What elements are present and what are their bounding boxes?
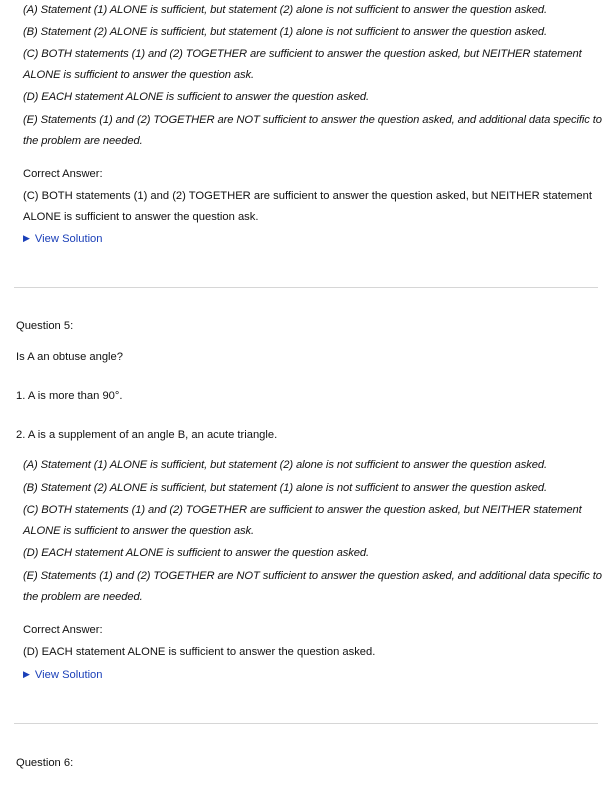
q4-option-c: (C) BOTH statements (1) and (2) TOGETHER are sufficient to answer the question asked, but NEITHER statement ALONE is sufficient to answer the question ask. <box>23 48 582 81</box>
q4-option-a: (A) Statement (1) ALONE is sufficient, but statement (2) alone is not sufficient to answer the question asked. <box>23 4 547 16</box>
triangle-right-icon: ▶ <box>23 233 30 243</box>
q5-view-solution-link[interactable] <box>23 667 103 683</box>
divider <box>14 287 598 288</box>
q5-correct-answer-text: (D) EACH statement ALONE is sufficient to answer the question asked. <box>23 646 376 658</box>
q5-option-e: (E) Statements (1) and (2) TOGETHER are NOT sufficient to answer the question asked, and additional data specific to the problem are needed. <box>23 570 602 603</box>
q4-option-e: (E) Statements (1) and (2) TOGETHER are NOT sufficient to answer the question asked, and additional data specific to the problem are needed. <box>23 114 602 147</box>
divider <box>14 723 598 724</box>
q4-view-solution-label: View Solution <box>34 233 103 245</box>
q4-option-d: (D) EACH statement ALONE is sufficient to answer the question asked. <box>23 91 369 103</box>
q5-option-c: (C) BOTH statements (1) and (2) TOGETHER are sufficient to answer the question asked, but NEITHER statement ALONE is sufficient to answer the question ask. <box>23 504 582 537</box>
q5-question-text: Is A an obtuse angle? <box>16 351 123 363</box>
triangle-right-icon: ▶ <box>23 669 30 679</box>
q5-view-solution-label: View Solution <box>34 669 103 681</box>
q5-option-a: (A) Statement (1) ALONE is sufficient, but statement (2) alone is not sufficient to answer the question asked. <box>23 459 547 471</box>
q6-heading: Question 6: <box>16 757 74 769</box>
q5-option-d: (D) EACH statement ALONE is sufficient to answer the question asked. <box>23 547 369 559</box>
q4-correct-answer-text: (C) BOTH statements (1) and (2) TOGETHER are sufficient to answer the question asked, but NEITHER statement ALONE is sufficient to answer the question ask. <box>23 190 592 223</box>
q4-correct-answer-label: Correct Answer: <box>23 168 103 180</box>
q5-option-b: (B) Statement (2) ALONE is sufficient, but statement (1) alone is not sufficient to answer the question asked. <box>23 482 547 494</box>
q4-option-b: (B) Statement (2) ALONE is sufficient, but statement (1) alone is not sufficient to answer the question asked. <box>23 26 547 38</box>
q5-correct-answer-label: Correct Answer: <box>23 624 103 636</box>
q5-statement-2: 2. A is a supplement of an angle B, an acute triangle. <box>16 429 278 441</box>
q4-view-solution-link[interactable] <box>23 231 103 247</box>
q5-heading: Question 5: <box>16 320 74 332</box>
q5-statement-1: 1. A is more than 90°. <box>16 390 123 402</box>
